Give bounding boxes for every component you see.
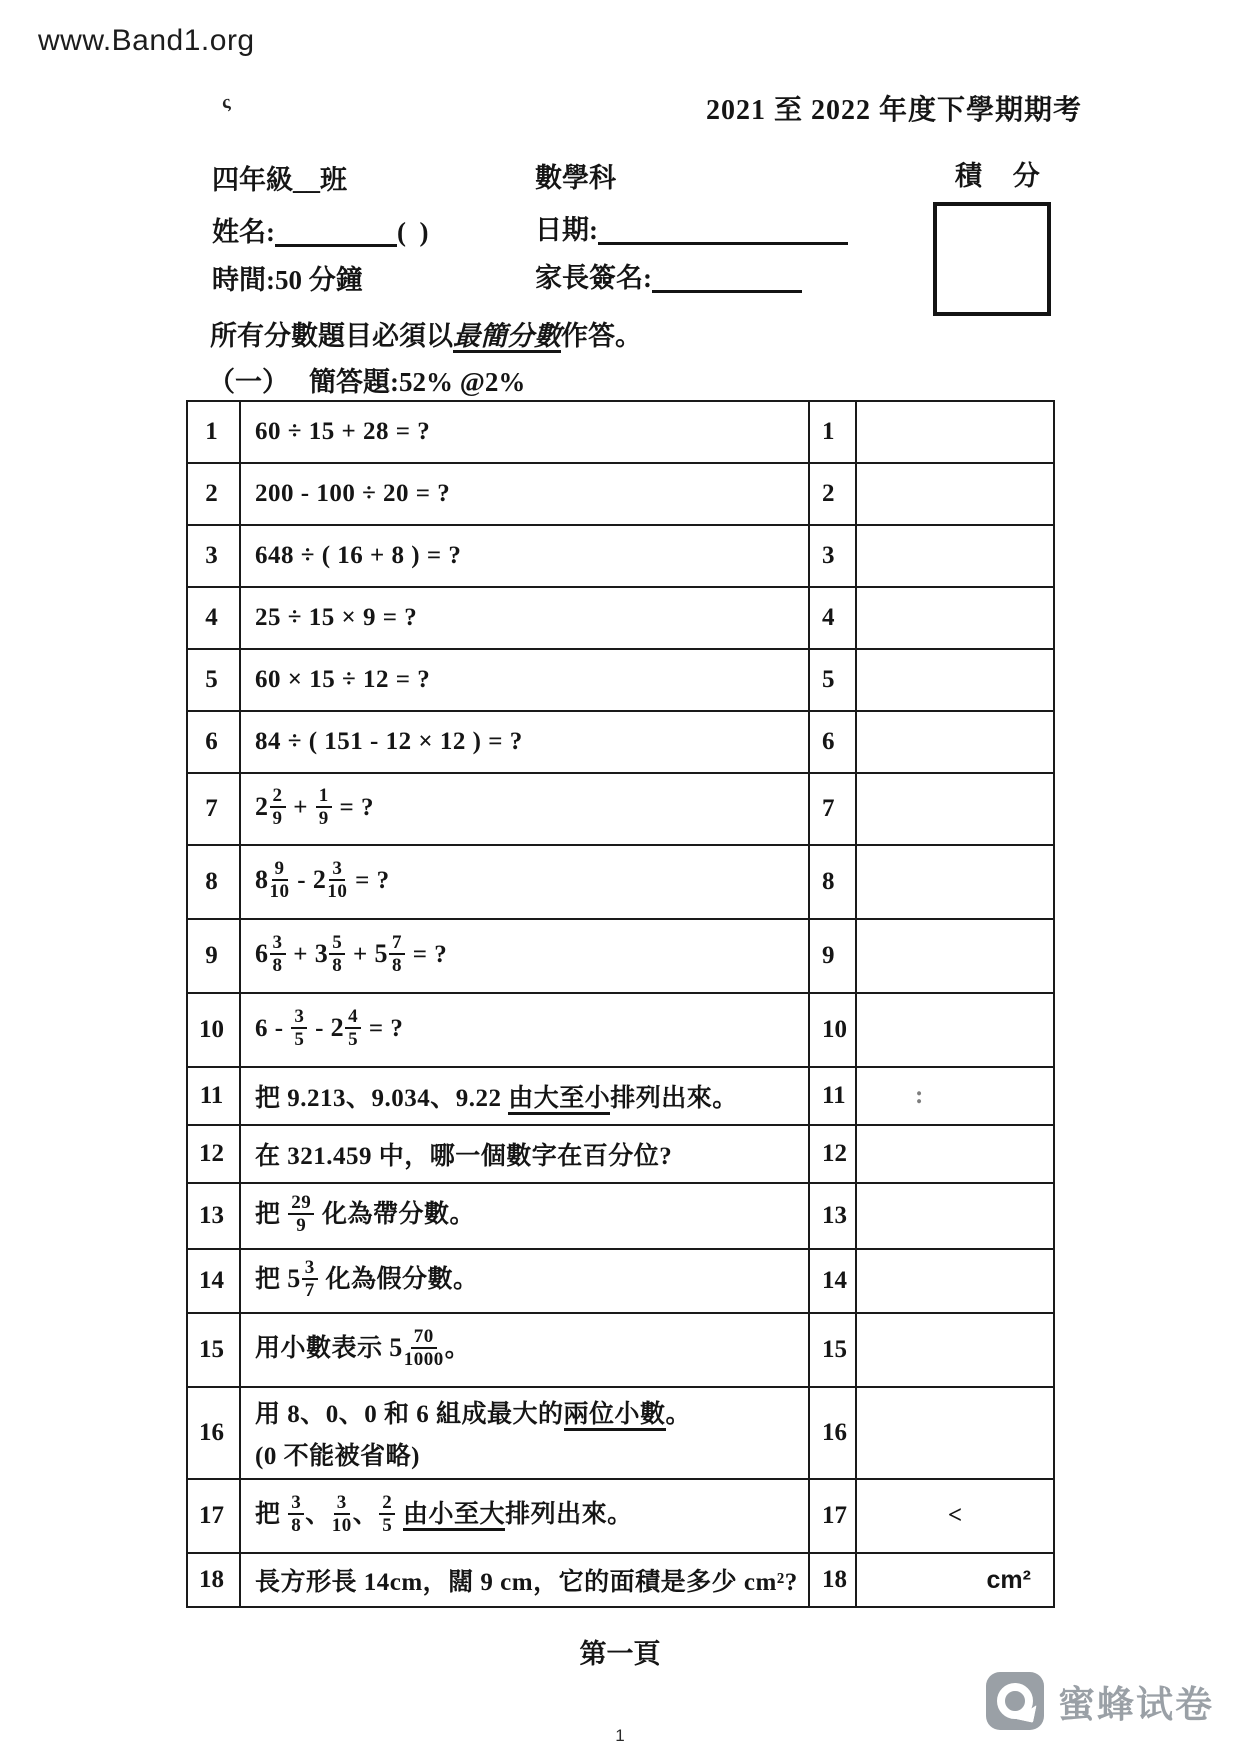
question-number-cell: 9 bbox=[187, 919, 240, 993]
answer-cell bbox=[856, 1479, 1054, 1553]
question-number-cell: 6 bbox=[187, 711, 240, 773]
question-text-fragment: 84 ÷ ( 151 - 12 × 12 ) = ? bbox=[255, 728, 523, 755]
question-text-fragment: 200 - 100 ÷ 20 = ? bbox=[255, 480, 451, 507]
parent-sign-label: 家長簽名: bbox=[535, 263, 652, 293]
question-text-fragment: 用小數表示 bbox=[255, 1335, 390, 1363]
section-heading bbox=[208, 360, 525, 399]
subject-label: 數學科 bbox=[535, 163, 616, 193]
brand-name: 蜜蜂试卷 bbox=[1058, 1684, 1214, 1725]
answer-cell bbox=[856, 587, 1054, 649]
answer-cell bbox=[856, 1183, 1054, 1249]
question-text-fragment: 6 - bbox=[255, 1014, 291, 1042]
question-number-cell: 14 bbox=[187, 1249, 240, 1313]
fraction: 2 5 bbox=[378, 1493, 396, 1536]
question-text-cell bbox=[240, 587, 809, 649]
question-number-cell: 12 bbox=[187, 1125, 240, 1183]
fraction: 3 5 bbox=[290, 1007, 308, 1050]
question-number-cell: 2 bbox=[187, 463, 240, 525]
date-label: 日期: bbox=[535, 215, 598, 245]
question-text-fragment: 把 bbox=[255, 1201, 288, 1229]
answer-number-cell: 10 bbox=[809, 993, 856, 1067]
question-text-fragment: = ? bbox=[406, 940, 448, 968]
fraction: 2 3 10 bbox=[312, 857, 348, 902]
fraction: 2 2 9 bbox=[255, 786, 287, 829]
page-number: 1 bbox=[615, 1726, 625, 1745]
question-text-fragment: 648 ÷ ( 16 + 8 ) = ? bbox=[255, 542, 462, 569]
answer-number-cell: 4 bbox=[809, 587, 856, 649]
score-label: 積 分 bbox=[955, 161, 1052, 191]
instruction-prefix: 所有分數題目必須以 bbox=[210, 321, 453, 351]
question-text-cell bbox=[240, 773, 809, 845]
question-table bbox=[186, 400, 1055, 1608]
answer-cell bbox=[856, 1553, 1054, 1607]
question-text-cell bbox=[240, 649, 809, 711]
name-field bbox=[212, 210, 428, 249]
question-text-fragment: 化為帶分數。 bbox=[315, 1201, 476, 1229]
answer-cell bbox=[856, 649, 1054, 711]
answer-number-cell: 16 bbox=[809, 1387, 856, 1479]
answer-cell bbox=[856, 711, 1054, 773]
answer-number-cell: 3 bbox=[809, 525, 856, 587]
date-field bbox=[535, 208, 848, 247]
question-row bbox=[187, 711, 1054, 773]
question-text-fragment: 、 bbox=[352, 1501, 379, 1529]
question-row bbox=[187, 919, 1054, 993]
bee-q-icon bbox=[986, 1672, 1044, 1730]
question-text-cell bbox=[240, 711, 809, 773]
answer-note: cm² bbox=[986, 1565, 1031, 1594]
answer-cell bbox=[856, 1067, 1054, 1125]
question-text-cell bbox=[240, 463, 809, 525]
question-text-cell bbox=[240, 1183, 809, 1249]
question-text-fragment: - bbox=[308, 1014, 331, 1042]
answer-cell bbox=[856, 845, 1054, 919]
answer-cell bbox=[856, 401, 1054, 463]
question-row bbox=[187, 1553, 1054, 1607]
instruction-line bbox=[210, 314, 642, 353]
question-text-fragment: 在 321.459 中，哪一個數字在百分位? bbox=[255, 1143, 673, 1170]
question-text-cell bbox=[240, 1553, 809, 1607]
fraction: 5 3 7 bbox=[287, 1258, 319, 1301]
fraction: 3 10 bbox=[331, 1492, 352, 1537]
answer-number-cell: 11 bbox=[809, 1067, 856, 1125]
fraction: 5 7 8 bbox=[375, 933, 407, 976]
question-number-cell: 8 bbox=[187, 845, 240, 919]
question-row bbox=[187, 1183, 1054, 1249]
section-number: （一） bbox=[208, 367, 289, 397]
score-box bbox=[933, 202, 1051, 316]
fraction: 1 9 bbox=[315, 786, 333, 829]
question-number-cell: 7 bbox=[187, 773, 240, 845]
answer-cell bbox=[856, 525, 1054, 587]
question-row bbox=[187, 525, 1054, 587]
answer-number-cell: 1 bbox=[809, 401, 856, 463]
question-number-cell: 10 bbox=[187, 993, 240, 1067]
answer-cell bbox=[856, 1313, 1054, 1387]
answer-cell bbox=[856, 919, 1054, 993]
question-text-fragment: 長方形長 14cm，闊 9 cm，它的面積是多少 cm²? bbox=[255, 1569, 798, 1596]
question-text-fragment: 把 bbox=[255, 1266, 288, 1294]
watermark: www.Band1.org bbox=[38, 24, 255, 57]
answer-note: < bbox=[947, 1502, 963, 1529]
question-text-fragment: 60 × 15 ÷ 12 = ? bbox=[255, 666, 431, 693]
question-number-cell: 5 bbox=[187, 649, 240, 711]
exam-title: 2021 至 2022 年度下學期期考 bbox=[706, 95, 1083, 126]
fraction: 2 4 5 bbox=[331, 1007, 363, 1050]
question-text-cell bbox=[240, 401, 809, 463]
fraction: 3 5 8 bbox=[315, 933, 347, 976]
question-row bbox=[187, 463, 1054, 525]
answer-cell bbox=[856, 463, 1054, 525]
question-text-cell bbox=[240, 1313, 809, 1387]
fraction: 8 9 10 bbox=[255, 857, 290, 902]
question-number-cell: 16 bbox=[187, 1387, 240, 1479]
question-row bbox=[187, 773, 1054, 845]
question-row bbox=[187, 1313, 1054, 1387]
question-row bbox=[187, 1387, 1054, 1479]
question-text-cell bbox=[240, 1479, 809, 1553]
answer-cell bbox=[856, 1249, 1054, 1313]
answer-note: : bbox=[915, 1082, 924, 1109]
question-text-cell bbox=[240, 1249, 809, 1313]
question-text-fragment: (0 不能被省略) bbox=[255, 1443, 420, 1470]
answer-number-cell: 17 bbox=[809, 1479, 856, 1553]
underlined-keyword: 由小至大 bbox=[403, 1501, 505, 1531]
question-text-fragment: 。 bbox=[665, 1401, 692, 1428]
question-row bbox=[187, 401, 1054, 463]
answer-number-cell: 18 bbox=[809, 1553, 856, 1607]
section-title: 簡答題:52% @2% bbox=[309, 367, 526, 397]
question-text-cell bbox=[240, 1125, 809, 1183]
answer-cell bbox=[856, 773, 1054, 845]
question-number-cell: 18 bbox=[187, 1553, 240, 1607]
question-text-cell bbox=[240, 845, 809, 919]
fraction: 6 3 8 bbox=[255, 933, 287, 976]
question-text-cell bbox=[240, 1387, 809, 1479]
question-text-fragment: 。 bbox=[444, 1335, 471, 1363]
question-text-fragment: 把 bbox=[255, 1501, 288, 1529]
question-row bbox=[187, 1249, 1054, 1313]
question-number-cell: 1 bbox=[187, 401, 240, 463]
question-number-cell: 3 bbox=[187, 525, 240, 587]
fraction: 5 70 1000 bbox=[389, 1326, 444, 1371]
answer-number-cell: 8 bbox=[809, 845, 856, 919]
answer-number-cell: 12 bbox=[809, 1125, 856, 1183]
answer-number-cell: 6 bbox=[809, 711, 856, 773]
answer-number-cell: 14 bbox=[809, 1249, 856, 1313]
parent-sign-field bbox=[535, 256, 802, 295]
question-row bbox=[187, 993, 1054, 1067]
footer-page-label: 第一頁 bbox=[579, 1639, 661, 1669]
question-text-fragment: + bbox=[286, 940, 315, 968]
underlined-keyword: 兩位小數 bbox=[564, 1401, 666, 1431]
question-text-fragment: 化為假分數。 bbox=[318, 1266, 479, 1294]
question-row bbox=[187, 845, 1054, 919]
answer-number-cell: 2 bbox=[809, 463, 856, 525]
answer-number-cell: 5 bbox=[809, 649, 856, 711]
question-text-fragment: + bbox=[286, 793, 315, 821]
answer-cell bbox=[856, 993, 1054, 1067]
question-row bbox=[187, 1479, 1054, 1553]
question-row bbox=[187, 587, 1054, 649]
time-field: 時間:50 分鐘 bbox=[212, 265, 363, 295]
name-blank bbox=[275, 216, 397, 247]
question-text-fragment: 排列出來。 bbox=[505, 1501, 633, 1529]
question-number-cell: 11 bbox=[187, 1067, 240, 1125]
instruction-emphasis: 最簡分數 bbox=[453, 321, 561, 351]
question-text-cell bbox=[240, 525, 809, 587]
date-blank bbox=[598, 214, 848, 245]
answer-number-cell: 9 bbox=[809, 919, 856, 993]
question-text-fragment: 排列出來。 bbox=[610, 1085, 738, 1112]
fraction: 29 9 bbox=[287, 1193, 315, 1236]
name-paren: ( ) bbox=[397, 217, 429, 247]
stray-mark: ς bbox=[220, 91, 232, 114]
question-row bbox=[187, 649, 1054, 711]
question-text-fragment: 25 ÷ 15 × 9 = ? bbox=[255, 604, 418, 631]
question-text-fragment: 60 ÷ 15 + 28 = ? bbox=[255, 418, 431, 445]
question-row bbox=[187, 1067, 1054, 1125]
question-text-fragment: 把 9.213、9.034、9.22 bbox=[255, 1085, 509, 1112]
question-text-fragment: = ? bbox=[332, 793, 374, 821]
answer-number-cell: 13 bbox=[809, 1183, 856, 1249]
answer-cell bbox=[856, 1387, 1054, 1479]
underlined-keyword: 由大至小 bbox=[508, 1085, 610, 1115]
answer-number-cell: 7 bbox=[809, 773, 856, 845]
fraction: 3 8 bbox=[287, 1493, 305, 1536]
question-text-cell bbox=[240, 1067, 809, 1125]
name-label: 姓名: bbox=[212, 217, 275, 247]
question-number-cell: 13 bbox=[187, 1183, 240, 1249]
question-table-body bbox=[187, 401, 1054, 1607]
question-text-fragment: = ? bbox=[362, 1014, 404, 1042]
question-row bbox=[187, 1125, 1054, 1183]
question-text-fragment: = ? bbox=[348, 866, 390, 894]
question-text-fragment: + bbox=[346, 940, 375, 968]
question-number-cell: 17 bbox=[187, 1479, 240, 1553]
question-text-cell bbox=[240, 993, 809, 1067]
brand-logo bbox=[986, 1672, 1214, 1730]
question-number-cell: 15 bbox=[187, 1313, 240, 1387]
question-number-cell: 4 bbox=[187, 587, 240, 649]
question-text-fragment: - bbox=[290, 866, 313, 894]
parent-sign-blank bbox=[652, 262, 802, 293]
class-field-label: 四年級__班 bbox=[212, 165, 347, 195]
question-text-cell bbox=[240, 919, 809, 993]
question-text-fragment: 、 bbox=[305, 1501, 331, 1529]
answer-number-cell: 15 bbox=[809, 1313, 856, 1387]
instruction-suffix: 作答。 bbox=[561, 321, 642, 351]
answer-cell bbox=[856, 1125, 1054, 1183]
question-text-fragment: 用 8、0、0 和 6 組成最大的 bbox=[255, 1401, 564, 1428]
